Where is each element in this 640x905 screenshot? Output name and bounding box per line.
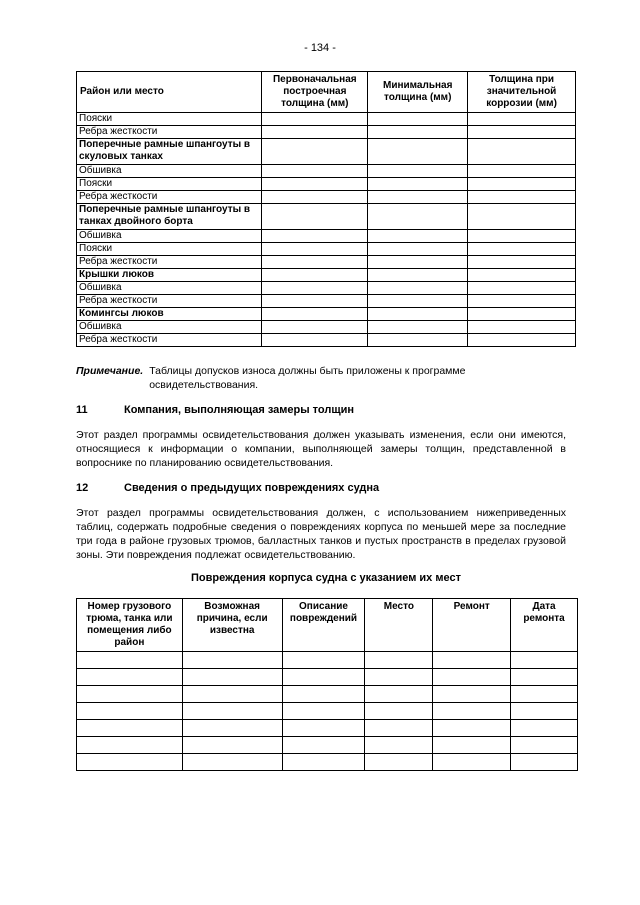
- note-text: Таблицы допусков износа должны быть приложены к программе освидетельствования.: [149, 365, 466, 391]
- table-cell[interactable]: [368, 308, 468, 321]
- table-cell[interactable]: [368, 321, 468, 334]
- section-11-text: Этот раздел программы освидетельствования должен указывать изменения, если они имеются, относящиеся к информации о компании, выполняющей замеры толщин, представленной в вопроснике по планированию освидетельствования.: [76, 429, 566, 469]
- table-cell[interactable]: [368, 295, 468, 308]
- table-cell[interactable]: [182, 652, 282, 669]
- table-cell[interactable]: [282, 652, 365, 669]
- table-cell[interactable]: [182, 669, 282, 686]
- table-cell[interactable]: [365, 686, 433, 703]
- table-row: [77, 191, 576, 204]
- table-cell[interactable]: [77, 737, 183, 754]
- table-cell[interactable]: [282, 737, 365, 754]
- row-label: Комингсы люков: [77, 308, 262, 321]
- table-row: [77, 113, 576, 126]
- table-cell[interactable]: [468, 243, 576, 256]
- table-row: [77, 282, 576, 295]
- table-cell[interactable]: [77, 686, 183, 703]
- row-label: Обшивка: [77, 321, 262, 334]
- table-cell[interactable]: [262, 139, 368, 165]
- table-cell[interactable]: [468, 191, 576, 204]
- table-cell[interactable]: [468, 282, 576, 295]
- table-cell[interactable]: [433, 686, 511, 703]
- table-cell[interactable]: [77, 703, 183, 720]
- table-cell[interactable]: [282, 686, 365, 703]
- header-hold-number: Номер грузового трюма, танка или помещения либо район: [77, 599, 183, 652]
- table-cell[interactable]: [511, 652, 578, 669]
- row-label: Ребра жесткости: [77, 334, 262, 347]
- row-label: Пояски: [77, 113, 262, 126]
- table-cell[interactable]: [433, 703, 511, 720]
- table-row: [77, 669, 578, 686]
- table-cell[interactable]: [77, 754, 183, 771]
- row-label: Ребра жесткости: [77, 256, 262, 269]
- table-cell[interactable]: [511, 754, 578, 771]
- table-cell[interactable]: [368, 191, 468, 204]
- table-cell[interactable]: [182, 703, 282, 720]
- table-row: [77, 256, 576, 269]
- table-cell[interactable]: [511, 737, 578, 754]
- row-label: Обшивка: [77, 165, 262, 178]
- table-row: [77, 243, 576, 256]
- header-location: Место: [365, 599, 433, 652]
- table-cell[interactable]: [262, 243, 368, 256]
- table-cell[interactable]: [282, 754, 365, 771]
- table-cell[interactable]: [77, 669, 183, 686]
- table-cell[interactable]: [262, 295, 368, 308]
- table-row: [77, 703, 578, 720]
- table-cell[interactable]: [365, 669, 433, 686]
- note: [76, 364, 576, 392]
- row-label: Пояски: [77, 178, 262, 191]
- row-label: Пояски: [77, 243, 262, 256]
- table-cell[interactable]: [262, 191, 368, 204]
- section-12-number: 12: [76, 482, 89, 494]
- table-row: [77, 178, 576, 191]
- table-cell[interactable]: [262, 165, 368, 178]
- table-row: [77, 754, 578, 771]
- table-cell[interactable]: [182, 686, 282, 703]
- table-cell[interactable]: [368, 269, 468, 282]
- section-11-number: 11: [76, 404, 88, 416]
- table-row: [77, 204, 576, 230]
- table-cell[interactable]: [282, 720, 365, 737]
- row-label: Поперечные рамные шпангоуты в танках двойного борта: [77, 204, 262, 230]
- table-row: [77, 230, 576, 243]
- damage-table: [76, 598, 578, 771]
- table-cell[interactable]: [368, 204, 468, 230]
- damage-table-title: Повреждения корпуса судна с указанием их мест: [191, 572, 461, 584]
- table-row: [77, 269, 576, 282]
- row-label: Крышки люков: [77, 269, 262, 282]
- table-cell[interactable]: [282, 703, 365, 720]
- table-cell[interactable]: [182, 737, 282, 754]
- table-cell[interactable]: [262, 269, 368, 282]
- table-cell[interactable]: [368, 139, 468, 165]
- table-cell[interactable]: [368, 113, 468, 126]
- table-row: [77, 321, 576, 334]
- table-cell[interactable]: [468, 295, 576, 308]
- table-cell[interactable]: [77, 652, 183, 669]
- table-cell[interactable]: [262, 230, 368, 243]
- section-11-heading: [76, 404, 354, 416]
- table-cell[interactable]: [182, 720, 282, 737]
- table-cell[interactable]: [468, 230, 576, 243]
- table-cell[interactable]: [262, 282, 368, 295]
- table-cell[interactable]: [368, 243, 468, 256]
- section-12-title: Сведения о предыдущих повреждениях судна: [124, 482, 380, 494]
- table-cell[interactable]: [262, 126, 368, 139]
- table-cell[interactable]: [433, 737, 511, 754]
- table-cell[interactable]: [368, 334, 468, 347]
- table-row: [77, 720, 578, 737]
- table-cell[interactable]: [511, 686, 578, 703]
- header-area: Район или место: [77, 72, 262, 113]
- table-cell[interactable]: [433, 669, 511, 686]
- table-row: [77, 295, 576, 308]
- damage-table-body: [77, 652, 578, 771]
- table-cell[interactable]: [368, 282, 468, 295]
- table-row: [77, 334, 576, 347]
- table-cell[interactable]: [368, 165, 468, 178]
- table-cell[interactable]: [282, 669, 365, 686]
- table-cell[interactable]: [368, 230, 468, 243]
- table-cell[interactable]: [368, 256, 468, 269]
- table-cell[interactable]: [468, 165, 576, 178]
- table-row: [77, 139, 576, 165]
- table-row: [77, 126, 576, 139]
- note-label: Примечание.: [76, 365, 144, 377]
- table-cell[interactable]: [468, 178, 576, 191]
- header-repair: Ремонт: [433, 599, 511, 652]
- header-damage-description: Описание повреждений: [282, 599, 365, 652]
- header-corrosion-thickness: Толщина при значительной коррозии (мм): [468, 72, 576, 113]
- table-cell[interactable]: [368, 178, 468, 191]
- table-cell[interactable]: [433, 754, 511, 771]
- table-cell[interactable]: [262, 113, 368, 126]
- table-row: [77, 652, 578, 669]
- table-row: [77, 308, 576, 321]
- table-cell[interactable]: [365, 720, 433, 737]
- thickness-table: [76, 71, 576, 347]
- table-cell[interactable]: [511, 720, 578, 737]
- table-cell[interactable]: [368, 126, 468, 139]
- table-cell[interactable]: [365, 703, 433, 720]
- header-original-thickness: Первоначальная построечная толщина (мм): [262, 72, 368, 113]
- table-cell[interactable]: [433, 720, 511, 737]
- table-cell[interactable]: [77, 720, 183, 737]
- table-cell[interactable]: [182, 754, 282, 771]
- table-cell[interactable]: [433, 652, 511, 669]
- table-cell[interactable]: [468, 204, 576, 230]
- row-label: Поперечные рамные шпангоуты в скуловых танках: [77, 139, 262, 165]
- table-cell[interactable]: [262, 178, 368, 191]
- table-cell[interactable]: [262, 308, 368, 321]
- table-cell[interactable]: [511, 669, 578, 686]
- table-cell[interactable]: [365, 754, 433, 771]
- table-cell[interactable]: [468, 256, 576, 269]
- table-cell[interactable]: [365, 737, 433, 754]
- header-min-thickness: Минимальная толщина (мм): [368, 72, 468, 113]
- page-number: - 134 -: [304, 42, 336, 54]
- section-11-title: Компания, выполняющая замеры толщин: [124, 404, 355, 416]
- row-label: Обшивка: [77, 282, 262, 295]
- table-cell[interactable]: [468, 139, 576, 165]
- table-cell[interactable]: [262, 321, 368, 334]
- table-cell[interactable]: [468, 126, 576, 139]
- table-cell[interactable]: [511, 703, 578, 720]
- section-12-heading: [76, 482, 379, 494]
- header-possible-cause: Возможная причина, если известна: [182, 599, 282, 652]
- row-label: Ребра жесткости: [77, 191, 262, 204]
- header-repair-date: Дата ремонта: [511, 599, 578, 652]
- row-label: Ребра жесткости: [77, 295, 262, 308]
- table-cell[interactable]: [365, 652, 433, 669]
- table-cell[interactable]: [468, 321, 576, 334]
- table-row: [77, 165, 576, 178]
- table-cell[interactable]: [468, 113, 576, 126]
- table-cell[interactable]: [262, 256, 368, 269]
- table-cell[interactable]: [262, 334, 368, 347]
- table-cell[interactable]: [468, 269, 576, 282]
- row-label: Обшивка: [77, 230, 262, 243]
- table-row: [77, 737, 578, 754]
- table-cell[interactable]: [468, 334, 576, 347]
- thickness-table-body: [77, 113, 576, 347]
- section-12-text: Этот раздел программы освидетельствования должен, с использованием нижеприведенных таблиц, содержать подробные сведения о повреждениях корпуса по меньшей мере за последние три года в районе грузовых трюмов, балластных танков и пустых пространств в пределах грузовой зоны. Эти повреждения подлежат освидетельствованию.: [76, 507, 566, 561]
- table-cell[interactable]: [468, 308, 576, 321]
- row-label: Ребра жесткости: [77, 126, 262, 139]
- table-cell[interactable]: [262, 204, 368, 230]
- table-row: [77, 686, 578, 703]
